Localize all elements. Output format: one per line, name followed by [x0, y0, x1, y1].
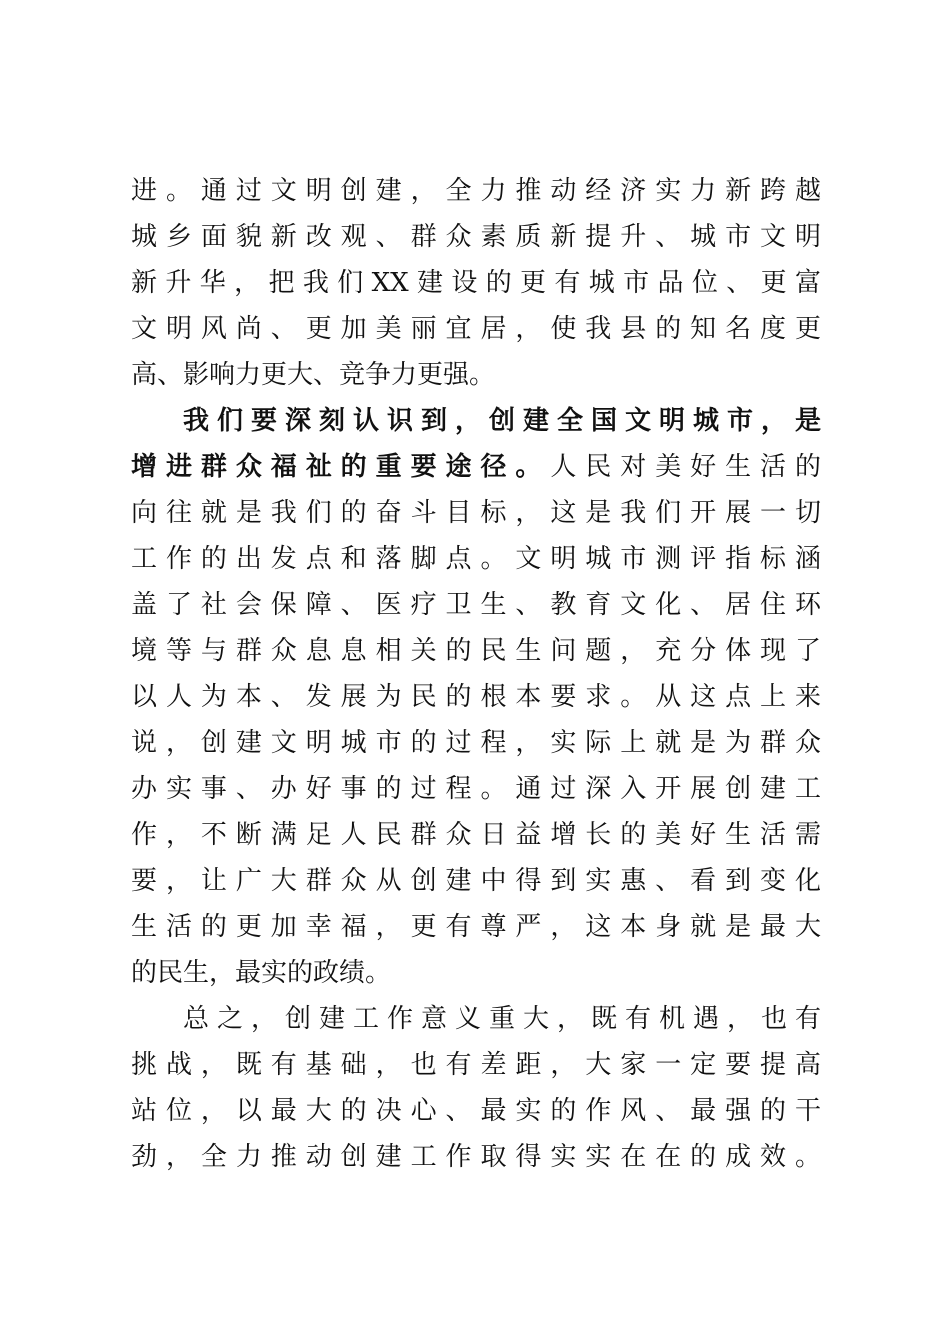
text-line: 工作的出发点和落脚点。文明城市测评指标涵 — [131, 544, 821, 574]
text-line: 站位，以最大的决心、最实的作风、最强的干 — [131, 1096, 821, 1126]
bold-heading-text: 增进群众福祉的重要途径。 — [131, 452, 551, 482]
text-line: 劲，全力推动创建工作取得实实在在的成效。 — [131, 1142, 821, 1172]
text-line: 高、影响力更大、竞争力更强。 — [131, 360, 496, 390]
text-line: 新升华，把我们XX建设的更有城市品位、更富 — [131, 268, 821, 298]
text-line: 进。通过文明创建，全力推动经济实力新跨越 — [131, 176, 821, 206]
text-line: 的民生，最实的政绩。 — [131, 958, 392, 988]
document-body — [131, 168, 821, 1180]
text-line: 向往就是我们的奋斗目标，这是我们开展一切 — [131, 498, 821, 528]
text-line: 作，不断满足人民群众日益增长的美好生活需 — [131, 820, 821, 850]
paragraph-1 — [131, 168, 821, 398]
bold-heading-line: 我们要深刻认识到，创建全国文明城市，是 — [183, 406, 821, 436]
text-line: 文明风尚、更加美丽宜居，使我县的知名度更 — [131, 314, 821, 344]
text-line: 城乡面貌新改观、群众素质新提升、城市文明 — [131, 222, 821, 252]
text-line: 要，让广大群众从创建中得到实惠、看到变化 — [131, 866, 821, 896]
text-line — [131, 444, 821, 490]
text-line: 盖了社会保障、医疗卫生、教育文化、居住环 — [131, 590, 821, 620]
paragraph-text: 人民对美好生活的 — [550, 452, 821, 482]
text-line: 总之，创建工作意义重大，既有机遇，也有 — [183, 1004, 821, 1034]
text-line: 生活的更加幸福，更有尊严，这本身就是最大 — [131, 912, 821, 942]
text-line: 挑战，既有基础，也有差距，大家一定要提高 — [131, 1050, 821, 1080]
text-line: 办实事、办好事的过程。通过深入开展创建工 — [131, 774, 821, 804]
text-line: 境等与群众息息相关的民生问题，充分体现了 — [131, 636, 821, 666]
text-line: 以人为本、发展为民的根本要求。从这点上来 — [131, 682, 821, 712]
text-line: 说，创建文明城市的过程，实际上就是为群众 — [131, 728, 821, 758]
paragraph-2 — [131, 398, 821, 996]
paragraph-3 — [131, 996, 821, 1180]
